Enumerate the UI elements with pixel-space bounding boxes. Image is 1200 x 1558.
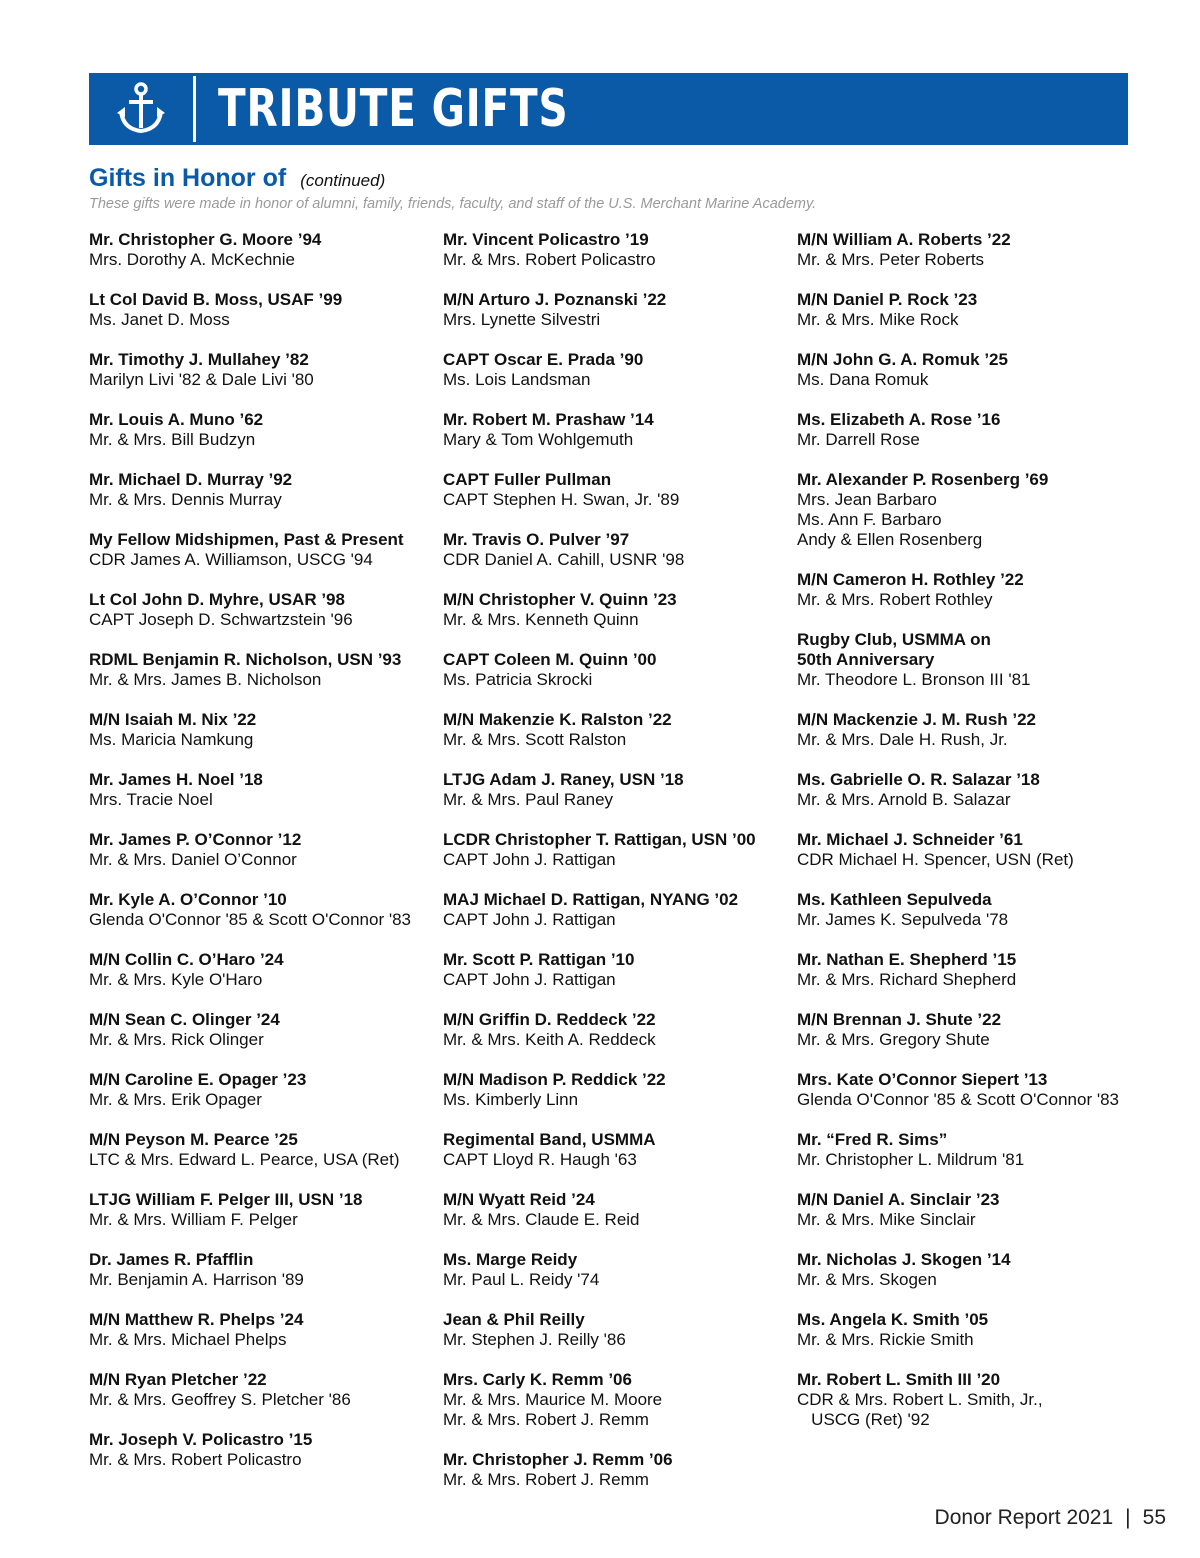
- tribute-entry: [797, 1010, 1137, 1050]
- honoree-name: Mr. Timothy J. Mullahey ’82: [89, 350, 309, 369]
- section-note: These gifts were made in honor of alumni, family, friends, faculty, and staff of the U.S. Merchant Marine Academy.: [89, 196, 817, 212]
- honoree-name: Ms. Angela K. Smith ’05: [797, 1310, 989, 1329]
- tribute-entry: [443, 1070, 793, 1110]
- donor-name: Mr. & Mrs. Mike Sinclair: [797, 1210, 976, 1229]
- honoree-name: Ms. Elizabeth A. Rose ’16: [797, 410, 1001, 429]
- tribute-entry: [797, 290, 1137, 330]
- tribute-entry: [797, 350, 1137, 390]
- honoree-name: Ms. Marge Reidy: [443, 1250, 578, 1269]
- donor-name: Mr. & Mrs. Claude E. Reid: [443, 1210, 640, 1229]
- donor-name: Mrs. Dorothy A. McKechnie: [89, 250, 295, 269]
- donor-name: CAPT John J. Rattigan: [443, 910, 616, 929]
- donor-name: Mr. & Mrs. Peter Roberts: [797, 250, 985, 269]
- tribute-entry: [797, 1250, 1137, 1290]
- banner-divider: [193, 76, 196, 142]
- tribute-entry: [89, 1310, 439, 1350]
- column-2: [443, 230, 793, 1510]
- tribute-entry: [797, 890, 1137, 930]
- donor-name: LTC & Mrs. Edward L. Pearce, USA (Ret): [89, 1150, 400, 1169]
- donor-name: Mrs. Lynette Silvestri: [443, 310, 601, 329]
- honoree-name: Lt Col David B. Moss, USAF ’99: [89, 290, 343, 309]
- tribute-entry: [89, 1250, 439, 1290]
- honoree-name: Mr. Robert L. Smith III ’20: [797, 1370, 1001, 1389]
- honoree-name: M/N Collin C. O’Haro ’24: [89, 950, 284, 969]
- honoree-name: Mr. Michael J. Schneider ’61: [797, 830, 1023, 849]
- tribute-entry: [443, 350, 793, 390]
- tribute-entry: [797, 1190, 1137, 1230]
- honoree-name: CAPT Fuller Pullman: [443, 470, 612, 489]
- honoree-name: My Fellow Midshipmen, Past & Present: [89, 530, 404, 549]
- tribute-entry: [443, 830, 793, 870]
- honoree-name: Ms. Gabrielle O. R. Salazar ’18: [797, 770, 1040, 789]
- column-1: [89, 230, 439, 1490]
- tribute-entry: [443, 1250, 793, 1290]
- donor-name: Ms. Maricia Namkung: [89, 730, 254, 749]
- tribute-entry: [797, 1070, 1137, 1110]
- donor-name: Mr. & Mrs. Dale H. Rush, Jr.: [797, 730, 1008, 749]
- donor-name: CDR & Mrs. Robert L. Smith, Jr.,: [797, 1390, 1043, 1409]
- donor-name: Mary & Tom Wohlgemuth: [443, 430, 634, 449]
- honoree-name: Mr. Christopher J. Remm ’06: [443, 1450, 673, 1469]
- section-title: Gifts in Honor of: [89, 164, 287, 192]
- donor-name: CAPT Joseph D. Schwartzstein '96: [89, 610, 353, 629]
- honoree-name: M/N Daniel P. Rock ’23: [797, 290, 978, 309]
- tribute-entry: [797, 630, 1137, 690]
- donor-name: Mr. & Mrs. Daniel O’Connor: [89, 850, 297, 869]
- tribute-entry: [89, 890, 439, 930]
- honoree-name: M/N Matthew R. Phelps ’24: [89, 1310, 304, 1329]
- donor-name: Mr. & Mrs. Dennis Murray: [89, 490, 282, 509]
- donor-name: Mr. & Mrs. James B. Nicholson: [89, 670, 322, 689]
- donor-name: Mr. & Mrs. Erik Opager: [89, 1090, 262, 1109]
- honoree-name: Jean & Phil Reilly: [443, 1310, 585, 1329]
- honoree-name: LTJG Adam J. Raney, USN ’18: [443, 770, 684, 789]
- honoree-name: Mr. Alexander P. Rosenberg ’69: [797, 470, 1049, 489]
- tribute-entry: [89, 650, 439, 690]
- donor-name: Mr. & Mrs. Robert Rothley: [797, 590, 993, 609]
- donor-name: Mr. & Mrs. Geoffrey S. Pletcher '86: [89, 1390, 351, 1409]
- honoree-name: Lt Col John D. Myhre, USAR ’98: [89, 590, 345, 609]
- donor-name: Mr. & Mrs. Robert Policastro: [443, 250, 656, 269]
- honoree-name: Mr. Christopher G. Moore ’94: [89, 230, 322, 249]
- tribute-entry: [89, 230, 439, 270]
- donor-name: Mr. & Mrs. Rickie Smith: [797, 1330, 974, 1349]
- honoree-name: M/N Makenzie K. Ralston ’22: [443, 710, 672, 729]
- honoree-name: MAJ Michael D. Rattigan, NYANG ’02: [443, 890, 739, 909]
- donor-name: Mr. & Mrs. Gregory Shute: [797, 1030, 990, 1049]
- donor-name: Mr. & Mrs. Maurice M. Moore: [443, 1390, 663, 1409]
- honoree-name: M/N Cameron H. Rothley ’22: [797, 570, 1024, 589]
- page-number: 55: [1142, 1506, 1166, 1529]
- donor-name: Ms. Janet D. Moss: [89, 310, 230, 329]
- section-heading: [89, 164, 385, 193]
- tribute-entry: [443, 890, 793, 930]
- tribute-entry: [797, 770, 1137, 810]
- donor-name: Glenda O'Connor '85 & Scott O'Connor '83: [89, 910, 411, 929]
- donor-name: CAPT Stephen H. Swan, Jr. '89: [443, 490, 680, 509]
- honoree-name: M/N Wyatt Reid ’24: [443, 1190, 595, 1209]
- honoree-name: M/N William A. Roberts ’22: [797, 230, 1011, 249]
- honoree-name: CAPT Oscar E. Prada ’90: [443, 350, 644, 369]
- tribute-entry: [89, 1430, 439, 1470]
- donor-name: Mrs. Jean Barbaro: [797, 490, 937, 509]
- honoree-name: M/N Christopher V. Quinn ’23: [443, 590, 677, 609]
- donor-name: CAPT John J. Rattigan: [443, 850, 616, 869]
- tribute-entry: [89, 1370, 439, 1410]
- donor-name: Mr. & Mrs. Kenneth Quinn: [443, 610, 639, 629]
- honoree-name: Mrs. Carly K. Remm ’06: [443, 1370, 632, 1389]
- tribute-entry: [89, 1010, 439, 1050]
- tribute-entry: [89, 1070, 439, 1110]
- tribute-entry: [89, 830, 439, 870]
- donor-name: Mr. & Mrs. Scott Ralston: [443, 730, 627, 749]
- donor-name: Mr. & Mrs. Rick Olinger: [89, 1030, 264, 1049]
- honoree-name: Mr. “Fred R. Sims”: [797, 1130, 948, 1149]
- donor-name: CDR Daniel A. Cahill, USNR '98: [443, 550, 685, 569]
- tribute-entry: [89, 470, 439, 510]
- donor-name: Mr. Darrell Rose: [797, 430, 920, 449]
- honoree-name: Rugby Club, USMMA on: [797, 630, 991, 649]
- report-title: Donor Report 2021: [934, 1506, 1114, 1529]
- donor-name: Mr. & Mrs. Arnold B. Salazar: [797, 790, 1011, 809]
- donor-name: Mr. & Mrs. Robert J. Remm: [443, 1470, 649, 1489]
- tribute-entry: [89, 590, 439, 630]
- tribute-entry: [443, 770, 793, 810]
- honoree-name: M/N Griffin D. Reddeck ’22: [443, 1010, 656, 1029]
- banner-title: TRIBUTE GIFTS: [218, 79, 569, 139]
- donor-name: Marilyn Livi '82 & Dale Livi '80: [89, 370, 314, 389]
- honoree-name: M/N Ryan Pletcher ’22: [89, 1370, 267, 1389]
- donor-name: Ms. Kimberly Linn: [443, 1090, 579, 1109]
- donor-name: Mr. & Mrs. Keith A. Reddeck: [443, 1030, 656, 1049]
- tribute-entry: [443, 1190, 793, 1230]
- donor-name: Andy & Ellen Rosenberg: [797, 530, 983, 549]
- page-footer: [935, 1506, 1166, 1530]
- honoree-name: Ms. Kathleen Sepulveda: [797, 890, 992, 909]
- donor-name: Ms. Dana Romuk: [797, 370, 929, 389]
- donor-name: Mr. & Mrs. Michael Phelps: [89, 1330, 287, 1349]
- honoree-name: Mr. Nicholas J. Skogen ’14: [797, 1250, 1011, 1269]
- donor-name: Mr. & Mrs. Paul Raney: [443, 790, 614, 809]
- section-banner: [89, 73, 1128, 145]
- honoree-name: Dr. James R. Pfafflin: [89, 1250, 254, 1269]
- tribute-entry: [443, 950, 793, 990]
- tribute-entry: [443, 290, 793, 330]
- tribute-entry: [797, 230, 1137, 270]
- tribute-entry: [797, 950, 1137, 990]
- honoree-name: Mr. Nathan E. Shepherd ’15: [797, 950, 1017, 969]
- tribute-entry: [443, 590, 793, 630]
- donor-name: Mr. Benjamin A. Harrison '89: [89, 1270, 304, 1289]
- honoree-name: Mr. James H. Noel ’18: [89, 770, 263, 789]
- honoree-name: M/N John G. A. Romuk ’25: [797, 350, 1008, 369]
- honoree-name: M/N Caroline E. Opager ’23: [89, 1070, 307, 1089]
- honoree-name: Mr. Michael D. Murray ’92: [89, 470, 293, 489]
- tribute-entry: [797, 710, 1137, 750]
- anchor-icon: [89, 73, 193, 145]
- honoree-name: RDML Benjamin R. Nicholson, USN ’93: [89, 650, 402, 669]
- section-continued: (continued): [300, 171, 386, 190]
- honoree-name: Mrs. Kate O’Connor Siepert ’13: [797, 1070, 1048, 1089]
- footer-separator: |: [1125, 1506, 1131, 1529]
- tribute-entry: [797, 830, 1137, 870]
- tribute-entry: [443, 1010, 793, 1050]
- honoree-name: Mr. Scott P. Rattigan ’10: [443, 950, 635, 969]
- donor-name: Mr. Paul L. Reidy '74: [443, 1270, 600, 1289]
- tribute-entry: [89, 1190, 439, 1230]
- donor-name: Ms. Ann F. Barbaro: [797, 510, 942, 529]
- honoree-name: M/N Daniel A. Sinclair ’23: [797, 1190, 1000, 1209]
- tribute-entry: [89, 410, 439, 450]
- donor-name: Mr. Theodore L. Bronson III '81: [797, 670, 1031, 689]
- tribute-entry: [89, 950, 439, 990]
- honoree-name: Mr. Kyle A. O’Connor ’10: [89, 890, 287, 909]
- tribute-entry: [797, 410, 1137, 450]
- donor-name: CAPT John J. Rattigan: [443, 970, 616, 989]
- tribute-entry: [443, 1450, 793, 1490]
- tribute-entry: [443, 1310, 793, 1350]
- tribute-entry: [89, 530, 439, 570]
- tribute-entry: [443, 710, 793, 750]
- donor-name: Ms. Lois Landsman: [443, 370, 591, 389]
- honoree-name: LCDR Christopher T. Rattigan, USN ’00: [443, 830, 756, 849]
- honoree-name: M/N Peyson M. Pearce ’25: [89, 1130, 298, 1149]
- honoree-name: CAPT Coleen M. Quinn ’00: [443, 650, 657, 669]
- tribute-entry: [443, 1130, 793, 1170]
- donor-name: USCG (Ret) '92: [797, 1410, 930, 1429]
- donor-name: Mr. & Mrs. Richard Shepherd: [797, 970, 1017, 989]
- tribute-entry: [797, 1310, 1137, 1350]
- tribute-entry: [797, 470, 1137, 550]
- donor-name: Mr. James K. Sepulveda '78: [797, 910, 1009, 929]
- tribute-entry: [443, 410, 793, 450]
- column-3: [797, 230, 1137, 1450]
- honoree-name: Mr. Vincent Policastro ’19: [443, 230, 649, 249]
- tribute-entry: [443, 650, 793, 690]
- honoree-name: M/N Mackenzie J. M. Rush ’22: [797, 710, 1037, 729]
- donor-name: Mr. & Mrs. Robert Policastro: [89, 1450, 302, 1469]
- honoree-name: M/N Brennan J. Shute ’22: [797, 1010, 1002, 1029]
- donor-name: Mr. & Mrs. Kyle O'Haro: [89, 970, 263, 989]
- tribute-entry: [443, 1370, 793, 1430]
- donor-name: Mr. Christopher L. Mildrum '81: [797, 1150, 1025, 1169]
- honoree-name: M/N Isaiah M. Nix ’22: [89, 710, 257, 729]
- tribute-entry: [797, 1370, 1137, 1430]
- donor-name: Ms. Patricia Skrocki: [443, 670, 593, 689]
- donor-name: CDR James A. Williamson, USCG '94: [89, 550, 373, 569]
- donor-name: CDR Michael H. Spencer, USN (Ret): [797, 850, 1074, 869]
- donor-name: Mr. & Mrs. Robert J. Remm: [443, 1410, 649, 1429]
- honoree-name: Mr. Joseph V. Policastro ’15: [89, 1430, 313, 1449]
- tribute-entry: [89, 770, 439, 810]
- honoree-name: Mr. Louis A. Muno ’62: [89, 410, 264, 429]
- tribute-entry: [797, 1130, 1137, 1170]
- honoree-name: Mr. James P. O’Connor ’12: [89, 830, 302, 849]
- donor-name: Mr. & Mrs. Bill Budzyn: [89, 430, 256, 449]
- donor-name: Mr. & Mrs. Skogen: [797, 1270, 937, 1289]
- donor-name: Glenda O'Connor '85 & Scott O'Connor '83: [797, 1090, 1119, 1109]
- tribute-entry: [89, 710, 439, 750]
- tribute-entry: [89, 290, 439, 330]
- tribute-entry: [89, 1130, 439, 1170]
- honoree-name: M/N Arturo J. Poznanski ’22: [443, 290, 667, 309]
- tribute-entry: [89, 350, 439, 390]
- honoree-name: M/N Sean C. Olinger ’24: [89, 1010, 280, 1029]
- honoree-name: M/N Madison P. Reddick ’22: [443, 1070, 666, 1089]
- honoree-name: Mr. Robert M. Prashaw ’14: [443, 410, 654, 429]
- tribute-entry: [797, 570, 1137, 610]
- tribute-entry: [443, 530, 793, 570]
- donor-name: CAPT Lloyd R. Haugh '63: [443, 1150, 637, 1169]
- tribute-entry: [443, 230, 793, 270]
- honoree-name: 50th Anniversary: [797, 650, 935, 669]
- honoree-name: LTJG William F. Pelger III, USN ’18: [89, 1190, 363, 1209]
- donor-name: Mrs. Tracie Noel: [89, 790, 213, 809]
- honoree-name: Regimental Band, USMMA: [443, 1130, 656, 1149]
- honoree-name: Mr. Travis O. Pulver ’97: [443, 530, 630, 549]
- tribute-entry: [443, 470, 793, 510]
- donor-name: Mr. & Mrs. William F. Pelger: [89, 1210, 298, 1229]
- donor-name: Mr. Stephen J. Reilly '86: [443, 1330, 626, 1349]
- donor-name: Mr. & Mrs. Mike Rock: [797, 310, 959, 329]
